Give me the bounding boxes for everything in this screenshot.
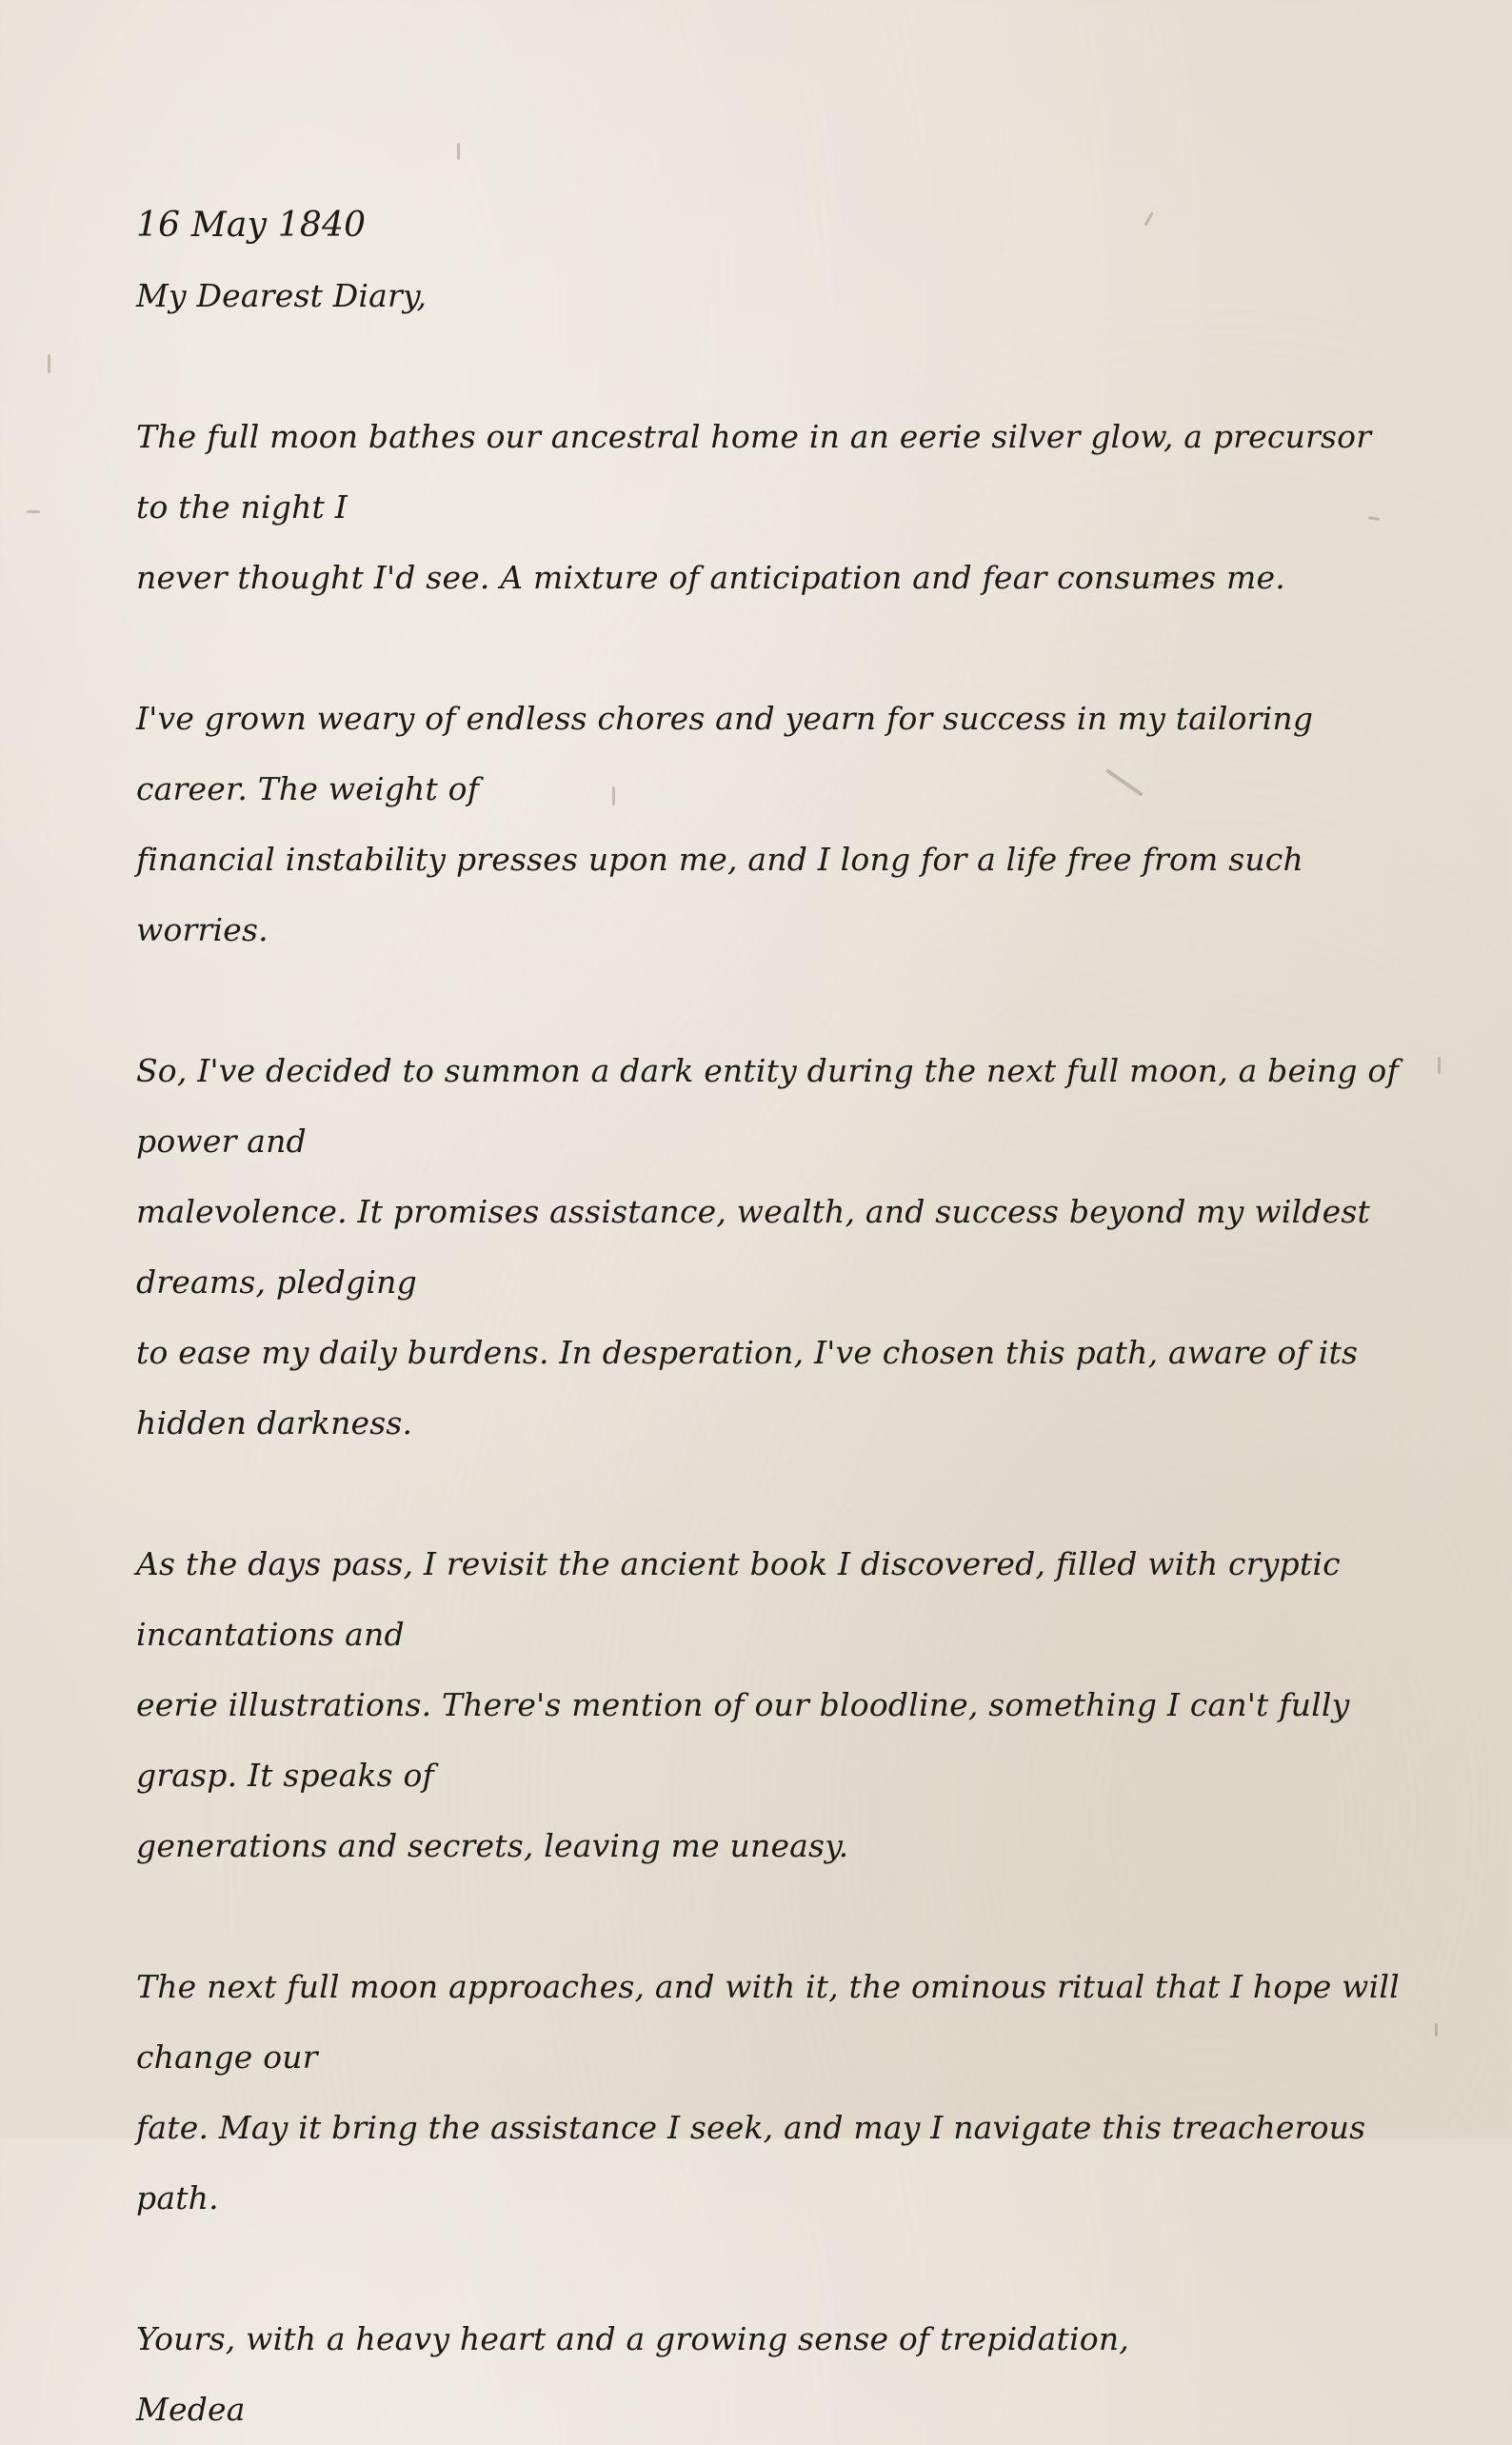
spacer: [136, 331, 1412, 402]
paragraph-line: never thought I'd see. A mixture of anticipation and fear consumes me.: [136, 559, 1285, 596]
letter-salutation: My Dearest Diary,: [136, 277, 428, 314]
paragraph-line: I've grown weary of endless chores and yearn for success in my tailoring career. The weight of: [136, 700, 1323, 807]
paragraph-line: As the days pass, I revisit the ancient book I discovered, filled with cryptic incantations and: [136, 1545, 1351, 1653]
spacer: [136, 1881, 1412, 1952]
paper-fiber: [457, 143, 460, 160]
paragraph-line: So, I've decided to summon a dark entity during the next full moon, a being of power and: [136, 1052, 1409, 1160]
diary-letter: [136, 190, 1412, 2445]
spacer: [136, 2234, 1412, 2304]
spacer: [136, 965, 1412, 1036]
paragraph-line: The full moon bathes our ancestral home in an eerie silver glow, a precursor to the night I: [136, 418, 1382, 526]
paragraph-line: The next full moon approaches, and with it, the ominous ritual that I hope will change our: [136, 1968, 1410, 2076]
paper-fiber: [48, 354, 50, 373]
paper-fiber: [1435, 2023, 1438, 2037]
paragraph-line: generations and secrets, leaving me uneasy.: [136, 1827, 849, 1864]
paper-fiber: [27, 510, 40, 513]
paragraph-line: malevolence. It promises assistance, wealth, and success beyond my wildest dreams, pledging: [136, 1193, 1381, 1301]
paragraph-line: eerie illustrations. There's mention of our bloodline, something I can't fully grasp. It speaks of: [136, 1686, 1361, 1794]
letter-date: 16 May 1840: [136, 206, 367, 245]
spacer: [136, 613, 1412, 684]
paragraph-line: fate. May it bring the assistance I seek, and may I navigate this treacherous path.: [136, 2109, 1376, 2216]
letter-signature: Medea: [136, 2391, 246, 2428]
spacer: [136, 1459, 1412, 1529]
letter-closing: Yours, with a heavy heart and a growing sense of trepidation,: [136, 2320, 1129, 2357]
paper-fiber: [1438, 1057, 1441, 1074]
paragraph-line: financial instability presses upon me, and I long for a life free from such worries.: [136, 841, 1314, 948]
paragraph-line: to ease my daily burdens. In desperation, I've chosen this path, aware of its hidden darkness.: [136, 1334, 1368, 1441]
